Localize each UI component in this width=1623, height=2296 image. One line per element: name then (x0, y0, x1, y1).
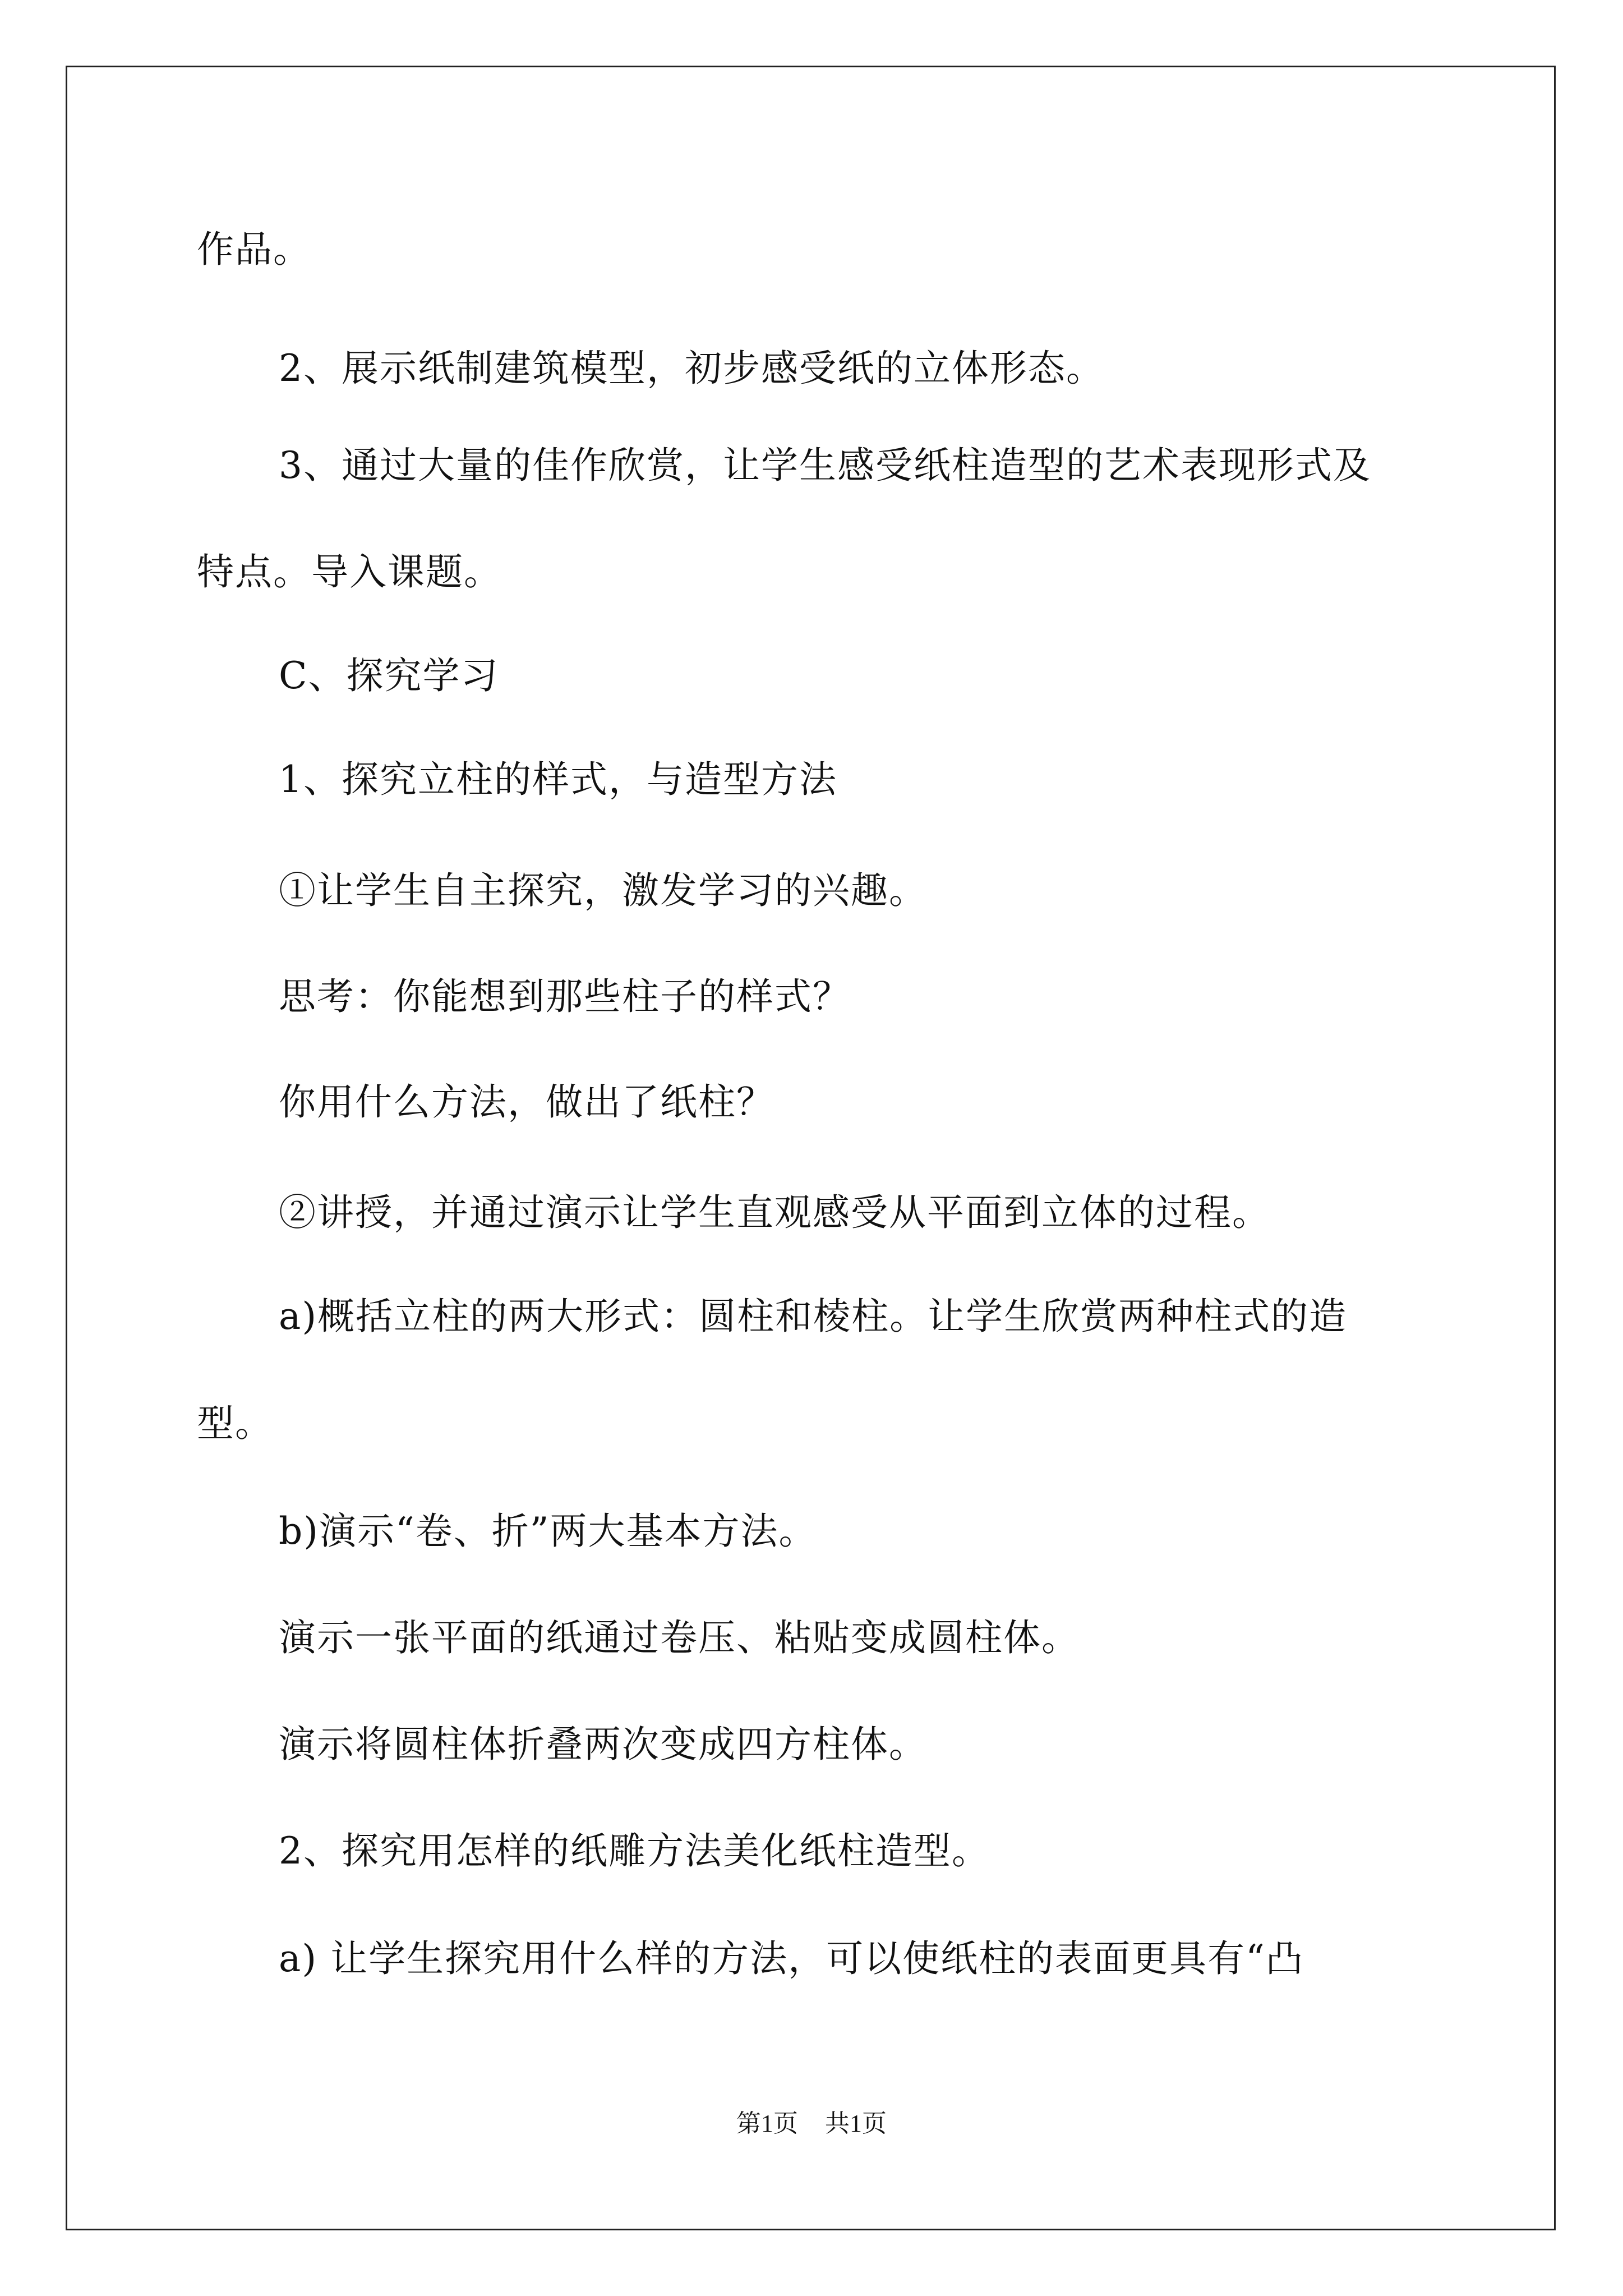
text-line-5: C、探究学习 (279, 654, 499, 697)
text-line-17: a) 让学生探究用什么样的方法，可以使纸柱的表面更具有“凸 (279, 1937, 1304, 1980)
text-line-12: 型。 (197, 1402, 273, 1445)
text-line-14: 演示一张平面的纸通过卷压、粘贴变成圆柱体。 (279, 1616, 1080, 1659)
text-line-16: 2、探究用怎样的纸雕方法美化纸柱造型。 (279, 1829, 990, 1872)
text-line-6: 1、探究立柱的样式，与造型方法 (279, 758, 837, 801)
text-line-7: ①让学生自主探究，激发学习的兴趣。 (279, 869, 927, 912)
page-number-current: 第1页 (736, 2110, 798, 2137)
text-line-9: 你用什么方法，做出了纸柱？ (279, 1080, 774, 1124)
text-line-11: a)概括立柱的两大形式：圆柱和棱柱。让学生欣赏两种柱式的造 (279, 1295, 1348, 1338)
text-line-10: ②讲授，并通过演示让学生直观感受从平面到立体的过程。 (279, 1191, 1270, 1234)
page-number-total: 共1页 (825, 2110, 887, 2137)
text-line-15: 演示将圆柱体折叠两次变成四方柱体。 (279, 1723, 927, 1766)
text-line-2: 2、展示纸制建筑模型，初步感受纸的立体形态。 (279, 347, 1104, 390)
text-line-13: b)演示“卷、折”两大基本方法。 (279, 1510, 817, 1553)
text-line-8: 思考：你能想到那些柱子的样式？ (279, 975, 851, 1018)
page-footer (0, 2107, 1623, 2141)
text-line-4: 特点。导入课题。 (197, 550, 502, 593)
text-line-3: 3、通过大量的佳作欣赏，让学生感受纸柱造型的艺术表现形式及 (279, 444, 1371, 487)
text-line-1: 作品。 (197, 228, 311, 271)
